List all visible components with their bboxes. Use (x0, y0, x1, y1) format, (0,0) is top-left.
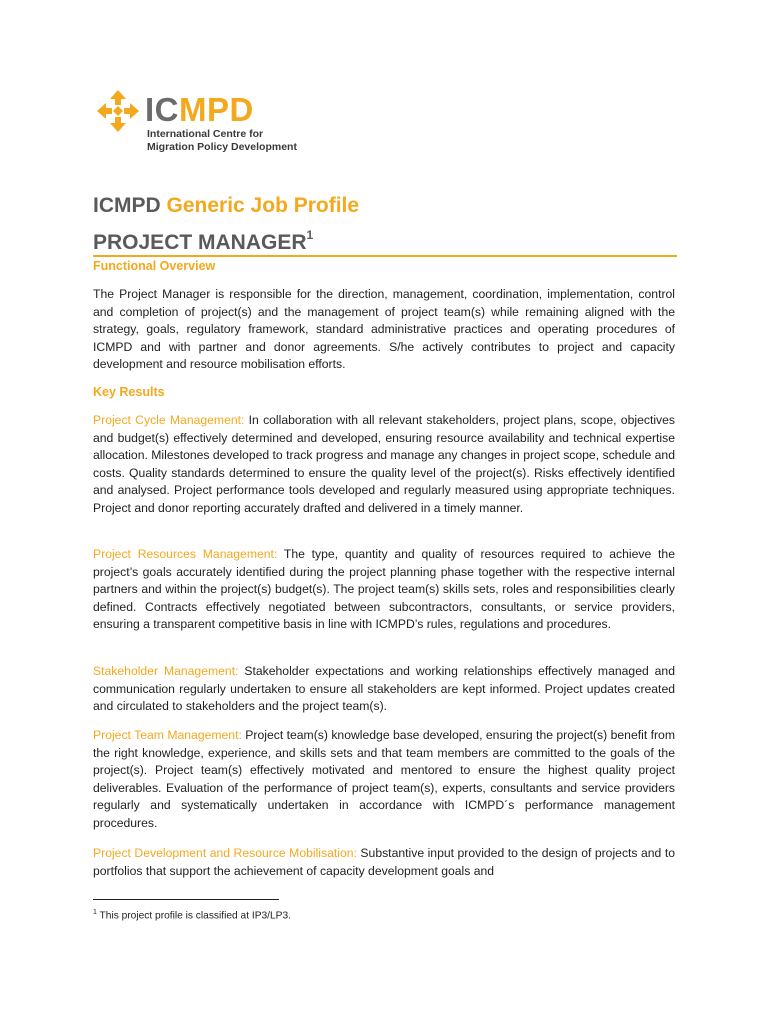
role-name: PROJECT MANAGER (93, 231, 307, 254)
logo-subtitle-line2: Migration Policy Development (147, 141, 297, 153)
footnote (93, 906, 291, 923)
title-divider (93, 255, 677, 257)
result-paragraph (93, 412, 675, 518)
functional-overview-text: The Project Manager is responsible for the direction, management, coordination, implementation, control and completion of project(s) and the management of project team(s) while remaining aligned with the strategy, goals, regulatory framework, standard administrative practices and operating procedures of ICMPD and with partner and donor agreements. S/he actively contributes to project and capacity development and resource mobilisation efforts. (93, 287, 675, 372)
footnote-mark: 1 (93, 909, 97, 916)
result-lead: Stakeholder Management: (93, 664, 239, 678)
compass-arrows-icon (95, 88, 141, 134)
key-results-heading: Key Results (93, 385, 165, 399)
title-rest: Generic Job Profile (166, 194, 360, 217)
logo-subtitle (147, 128, 297, 154)
title-org: ICMPD (93, 194, 161, 217)
functional-overview-heading: Functional Overview (93, 259, 216, 273)
footnote-divider (93, 899, 279, 900)
icmpd-logo (95, 88, 355, 154)
logo-word-left: IC (145, 91, 179, 128)
result-paragraph (93, 546, 675, 634)
result-paragraph (93, 727, 675, 833)
result-text: Project team(s) knowledge base developed, ensuring the project(s) benefit from the right knowledge, experience, and skills sets and that team members are committed to the goals of the project(s). Project team(s) effectively motivated and mentored to ensure the highest quality project deliverables. Evaluation of the performance of project team(s), experts, consultants and service providers regularly and systematically undertaken in accordance with ICMPD´s performance management procedures. (93, 728, 675, 830)
logo-word-right: MPD (179, 91, 254, 128)
result-paragraph (93, 663, 675, 716)
result-lead: Project Cycle Management: (93, 413, 245, 427)
result-paragraph (93, 845, 675, 880)
logo-subtitle-line1: International Centre for (147, 128, 264, 140)
role-footnote-mark: 1 (306, 228, 314, 242)
result-lead: Project Team Management: (93, 728, 242, 742)
document-title (93, 193, 359, 219)
result-text: The type, quantity and quality of resources required to achieve the project’s goals accurately identified during the project planning phase together with the respective internal partners and within the project(s) budget(s). The project team(s) skills sets, roles and responsibilities clearly defined. Contracts effectively negotiated between subcontractors, consultants, or service providers, ensuring a transparent competitive basis in line with ICMPD’s rules, regulations and procedures. (93, 547, 675, 632)
logo-wordmark (145, 92, 254, 128)
result-text: Substantive input provided to the design of projects and to portfolios that support the achievement of capacity development goals and (93, 846, 675, 878)
result-lead: Project Resources Management: (93, 547, 278, 561)
result-text: Stakeholder expectations and working relationships effectively managed and communication regularly undertaken to ensure all stakeholders are kept informed. Project updates created and circulated to stakeholders and the project team(s). (93, 664, 675, 714)
result-lead: Project Development and Resource Mobilisation: (93, 846, 357, 860)
result-text: In collaboration with all relevant stakeholders, project plans, scope, objectives and budget(s) effectively determined and developed, ensuring resource availability and technical expertise allocation. Milestones developed to track progress and manage any changes in project scope, schedule and costs. Quality standards determined to ensure the quality level of the project(s). Risks effectively identified and analysed. Project performance tools developed and regularly measured using appropriate techniques. Project and donor reporting accurately drafted and delivered in a timely manner. (93, 413, 676, 515)
role-title (93, 224, 313, 256)
footnote-text: This project profile is classified at IP3/LP3. (96, 910, 291, 922)
